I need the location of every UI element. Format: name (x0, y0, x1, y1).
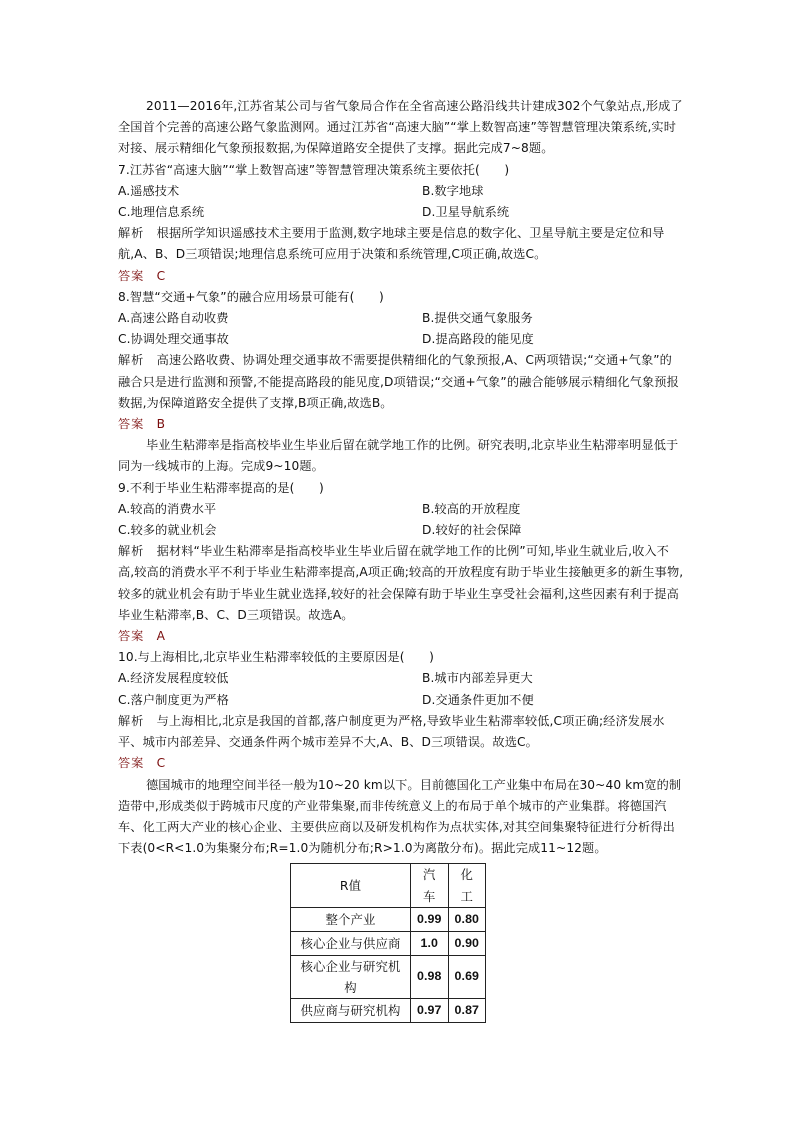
option-c: C.较多的就业机会 (118, 523, 217, 538)
table-cell: 整个产业 (291, 907, 411, 931)
table-cell: 0.99 (411, 907, 449, 931)
answer-label: 答案 (118, 417, 145, 432)
option-a: A.高速公路自动收费 (118, 311, 229, 326)
question-7-stem: 7.江苏省“高速大脑”“掌上数智高速”等智慧管理决策系统主要依托( ) (118, 162, 510, 177)
table-cell: 0.80 (448, 907, 486, 931)
question-7-answer (118, 266, 684, 287)
table-cell: 0.87 (448, 999, 486, 1023)
analysis-text: 根据所学知识遥感技术主要用于监测,数字地球主要是信息的数字化、卫星导航主要是定位和导航,A、B、D三项错误;地理信息系统可应用于决策和系统管理,C项正确,故选C。 (118, 226, 665, 262)
passage-11-12: 德国城市的地理空间半径一般为10~20 km以下。目前德国化工产业集中布局在30~40 km宽的制造带中,形成类似于跨城市尺度的产业带集聚,而非传统意义上的布局于单个城市的产业集群。将德国汽车、化工两大产业的核心企业、主要供应商以及研发机构作为点状实体,对其空间集聚特征进行分析得出下表(0<R<1.0为集聚分布;R=1.0为随机分布;R>1.0为离散分布)。据此完成11~12题。 (118, 777, 682, 856)
question-10-answer (118, 753, 684, 774)
question-8-analysis (118, 350, 684, 414)
table-cell: 0.98 (411, 955, 449, 998)
analysis-label: 解析 (118, 226, 145, 241)
question-10-analysis (118, 711, 684, 753)
table-row (291, 999, 486, 1023)
analysis-text: 高速公路收费、协调处理交通事故不需要提供精细化的气象预报,A、C两项错误;“交通+气象”的融合只是进行监测和预警,不能提高路段的能见度,D项错误;“交通+气象”的融合能够展示精细化气象预报数据,为保障道路安全提供了支撑,B项正确,故选B。 (118, 353, 679, 410)
answer-value: C (156, 756, 166, 771)
question-8-stem: 8.智慧“交通+气象”的融合应用场景可能有( ) (118, 289, 384, 304)
question-9-analysis (118, 541, 684, 626)
answer-label: 答案 (118, 756, 145, 771)
answer-value: B (156, 417, 166, 432)
question-9-stem: 9.不利于毕业生粘滞率提高的是( ) (118, 480, 324, 495)
table-header: R值 (291, 864, 411, 907)
table-header: 汽车 (411, 864, 449, 907)
document-page (118, 96, 684, 1023)
question-7-options (118, 181, 684, 223)
table-header-row (291, 864, 486, 907)
option-a: A.遥感技术 (118, 183, 180, 198)
option-a: A.较高的消费水平 (118, 501, 217, 516)
table-cell: 0.90 (448, 931, 486, 955)
passage-7-8: 2011—2016年,江苏省某公司与省气象局合作在全省高速公路沿线共计建成302个气象站点,形成了全国首个完善的高速公路气象监测网。通过江苏省“高速大脑”“掌上数智高速”等智慧管理决策系统,实时对接、展示精细化气象预报数据,为保障道路安全提供了支撑。据此完成7~8题。 (118, 99, 683, 156)
question-9-options (118, 499, 684, 541)
table-cell: 0.97 (411, 999, 449, 1023)
question-9-answer (118, 626, 684, 647)
option-b: B.城市内部差异更大 (422, 671, 533, 686)
answer-label: 答案 (118, 629, 145, 644)
r-value-table (290, 863, 486, 1023)
option-d: D.卫星导航系统 (422, 205, 510, 220)
table-row (291, 907, 486, 931)
option-d: D.提高路段的能见度 (422, 332, 534, 347)
table-cell: 供应商与研究机构 (291, 999, 411, 1023)
analysis-text: 据材料“毕业生粘滞率是指高校毕业生毕业后留在就学地工作的比例”可知,毕业生就业后,收入不高,较高的消费水平不利于毕业生粘滞率提高,A项正确;较高的开放程度有助于毕业生接触更多的新生事物,较多的就业机会有助于毕业生就业选择,较好的社会保障有助于毕业生享受社会福利,这些因素有利于提高毕业生粘滞率,B、C、D三项错误。故选A。 (118, 544, 684, 622)
option-c: C.协调处理交通事故 (118, 332, 229, 347)
analysis-text: 与上海相比,北京是我国的首都,落户制度更为严格,导致毕业生粘滞率较低,C项正确;经济发展水平、城市内部差异、交通条件两个城市差异不大,A、B、D三项错误。故选C。 (118, 713, 665, 750)
option-a: A.经济发展程度较低 (118, 671, 229, 686)
question-10-options (118, 668, 684, 710)
question-8-options (118, 308, 684, 350)
question-8-answer (118, 414, 684, 435)
answer-label: 答案 (118, 268, 145, 283)
option-b: B.数字地球 (422, 183, 484, 198)
table-cell: 1.0 (411, 931, 449, 955)
table-cell: 0.69 (448, 955, 486, 998)
option-b: B.提供交通气象服务 (422, 311, 533, 326)
question-7-analysis (118, 223, 684, 265)
answer-value: A (156, 629, 166, 644)
option-c: C.地理信息系统 (118, 205, 205, 220)
table-cell: 核心企业与供应商 (291, 931, 411, 955)
answer-value: C (156, 268, 166, 283)
passage-9-10: 毕业生粘滞率是指高校毕业生毕业后留在就学地工作的比例。研究表明,北京毕业生粘滞率明显低于同为一线城市的上海。完成9~10题。 (118, 438, 679, 474)
table-row (291, 955, 486, 998)
table-header: 化工 (448, 864, 486, 907)
table-row (291, 931, 486, 955)
analysis-label: 解析 (118, 713, 145, 728)
option-b: B.较高的开放程度 (422, 501, 521, 516)
option-c: C.落户制度更为严格 (118, 692, 229, 707)
table-cell: 核心企业与研究机构 (291, 955, 411, 998)
option-d: D.较好的社会保障 (422, 523, 522, 538)
question-10-stem: 10.与上海相比,北京毕业生粘滞率较低的主要原因是( ) (118, 650, 434, 665)
analysis-label: 解析 (118, 353, 145, 368)
option-d: D.交通条件更加不便 (422, 692, 534, 707)
analysis-label: 解析 (118, 544, 145, 559)
